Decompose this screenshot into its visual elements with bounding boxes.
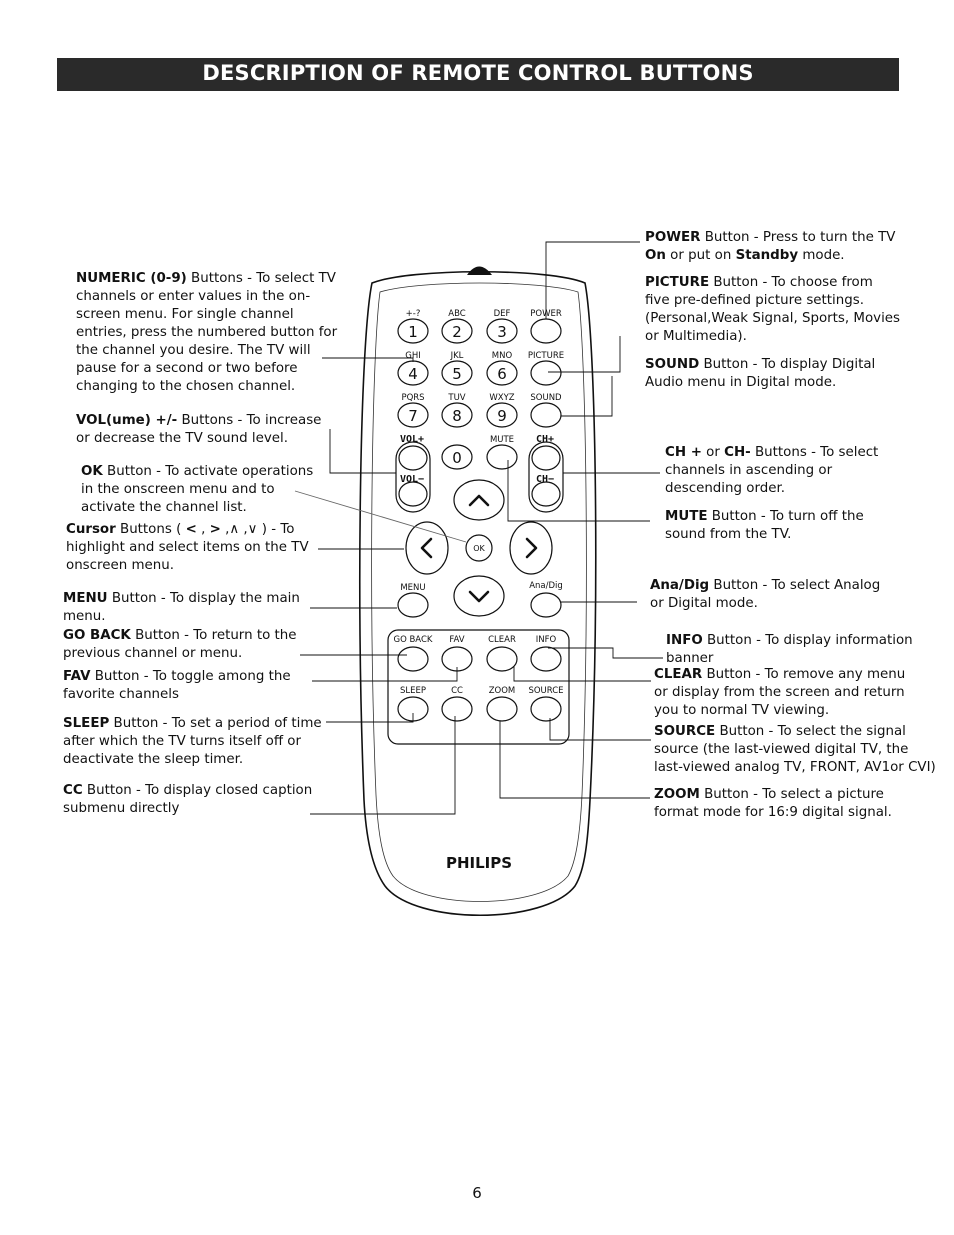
mute-description: MUTE Button - To turn off the sound from the TV. [665, 509, 864, 542]
info-description: INFO Button - To display information banner [666, 633, 913, 666]
digit-6: 6 [497, 365, 507, 383]
key-label-1: +-? [405, 309, 421, 319]
zoom-description: ZOOM Button - To select a picture format mode for 16:9 digital signal. [654, 787, 892, 820]
cursor-down-icon [470, 592, 488, 601]
key-label-source: SOURCE [528, 686, 564, 696]
digit-5: 5 [452, 365, 462, 383]
key-label-6: MNO [491, 351, 513, 361]
key-label-ok: OK [473, 544, 485, 553]
key-label-sleep: SLEEP [400, 686, 426, 696]
source-description: SOURCE Button - To select the signal source (the last-viewed digital TV, the last-viewed analog TV, FRONT, AV1or CVI) [654, 724, 936, 775]
key-label-info: INFO [535, 635, 557, 645]
key-label-5: JKL [450, 351, 464, 361]
numeric-description: NUMERIC (0-9) Buttons - To select TV channels or enter values in the on-screen menu. For single channel entries, press the numbered button for the channel you desire. The TV will pause for a second or two before changing to the chosen channel. [76, 271, 338, 394]
digit-2: 2 [452, 323, 462, 341]
leader-lines [295, 242, 663, 814]
cursor-description: Cursor Buttons ( < , > ,∧ ,∨ ) - To highlight and select items on the TV onscreen menu. [66, 522, 309, 573]
key-label-ch-minus: CH− [535, 474, 555, 485]
digit-0: 0 [452, 449, 462, 467]
page-title: DESCRIPTION OF REMOTE CONTROL BUTTONS [202, 61, 754, 85]
volume-description: VOL(ume) +/- Buttons - To increase or decrease the TV sound level. [76, 413, 322, 446]
key-label-8: TUV [448, 393, 466, 403]
cursor-right-symbol: > [209, 522, 221, 537]
fav-description: FAV Button - To toggle among the favorite channels [63, 669, 291, 702]
cursor-up-icon [470, 496, 488, 505]
clear-description: CLEAR Button - To remove any menu or display from the screen and return you to normal TV viewing. [654, 667, 906, 718]
menu-description: MENU Button - To display the main menu. [63, 591, 300, 624]
go-back-description: GO BACK Button - To return to the previous channel or menu. [63, 628, 297, 661]
cursor-left-icon [422, 539, 431, 557]
key-label-zoom: ZOOM [488, 686, 516, 696]
sleep-description: SLEEP Button - To set a period of time after which the TV turns itself off or deactivate the sleep timer. [63, 716, 322, 767]
digit-4: 4 [408, 365, 418, 383]
ir-window [467, 267, 492, 276]
digit-7: 7 [408, 407, 418, 425]
sound-description: SOUND Button - To display Digital Audio menu in Digital mode. [645, 357, 876, 390]
cursor-up-symbol: ∧ [229, 522, 240, 537]
key-label-vol-plus: VOL+ [399, 434, 425, 445]
ana-dig-description: Ana/Dig Button - To select Analog or Digital mode. [650, 578, 881, 611]
key-label-3: DEF [493, 309, 511, 319]
brand-logo: PHILIPS [445, 854, 513, 872]
cursor-down-symbol: ∨ [247, 522, 258, 537]
key-label-2: ABC [448, 309, 466, 319]
channel-description: CH + or CH- Buttons - To select channels in ascending or descending order. [665, 445, 879, 496]
key-label-vol-minus: VOL− [399, 474, 425, 485]
key-label-menu: MENU [400, 583, 426, 593]
key-label-4: GHI [405, 351, 421, 361]
key-label-ch-plus: CH+ [535, 434, 555, 445]
key-label-fav: FAV [449, 635, 465, 645]
cc-description: CC Button - To display closed caption submenu directly [63, 783, 313, 816]
key-label-go-back: GO BACK [393, 635, 433, 645]
power-description: POWER Button - Press to turn the TV On or put on Standby mode. [645, 230, 896, 263]
key-label-power: POWER [530, 309, 562, 319]
key-label-clear: CLEAR [488, 635, 516, 645]
cursor-left-symbol: < [185, 522, 197, 537]
key-label-ana-dig: Ana/Dig [529, 581, 563, 591]
digit-1: 1 [408, 323, 418, 341]
key-label-mute: MUTE [489, 435, 515, 445]
key-label-cc: CC [451, 686, 463, 696]
key-label-sound: SOUND [530, 393, 562, 403]
key-label-7: PQRS [401, 393, 425, 403]
digit-8: 8 [452, 407, 462, 425]
picture-description: PICTURE Button - To choose from five pre-defined picture settings. (Personal,Weak Signal, Sports, Movies or Multimedia). [645, 275, 901, 344]
key-label-picture: PICTURE [527, 351, 565, 361]
key-label-9: WXYZ [489, 393, 515, 403]
ok-description: OK Button - To activate operations in the onscreen menu and to activate the channel list. [81, 464, 314, 515]
digit-3: 3 [497, 323, 507, 341]
digit-9: 9 [497, 407, 507, 425]
page-number: 6 [472, 1184, 482, 1202]
cursor-right-icon [527, 539, 536, 557]
